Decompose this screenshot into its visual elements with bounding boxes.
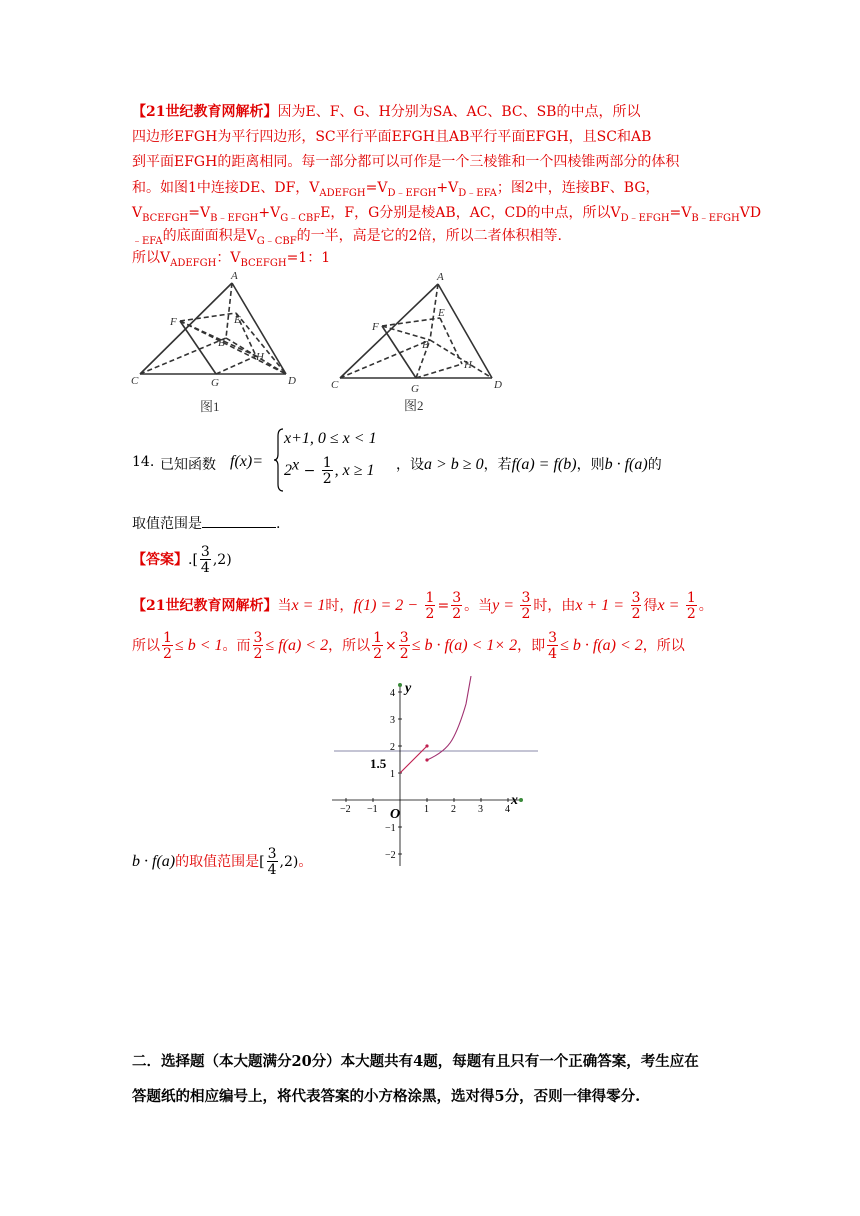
solution13-line2: 四边形EFGH为平行四边形，SC平行平面EFGH且AB平行平面EFGH，且SC和AB xyxy=(132,129,652,145)
solution13-line4: 和。如图1中连接DE、DF，$V_{ADEFGH}=V_{D﹣EFGH}+V_{D﹣EFA}$；图2中，连接BF、BG， xyxy=(132,180,660,199)
figure-1 xyxy=(140,283,286,374)
fig1-label-E: E xyxy=(234,314,241,326)
piecewise-case-1: x+1, 0 ≤ x < 1 xyxy=(284,430,377,447)
y-tick-neg2: −2 xyxy=(385,850,396,861)
x-tick-2: 2 xyxy=(451,804,456,815)
problem-14-line2: 取值范围是 . xyxy=(132,512,280,536)
fig1-label-H: H xyxy=(256,351,264,363)
solution14-line1: 【21世纪教育网解析】当x = 1时，f(1) = 2 − $\frac{1}{2}$ = $\frac{3}{2}$ 。当y = $\frac{3}{2}$ 时，由x + 1 = $\frac{3}{2}$ 得x = $\frac{1}{2}$ 。 xyxy=(132,590,713,622)
section2-line2: 答题纸的相应编号上，将代表答案的小方格涂黑，选对得5分，否则一律得零分. xyxy=(132,1088,641,1105)
solution13-line6: $_{﹣EFA}$的底面面积是$V_{G﹣CBF}$的一半，高是它的2倍，所以二者体积相等. xyxy=(132,228,563,247)
solution14-line3: b · f(a)的取值范围是[ $\frac{3}{4}$ ,2)。 xyxy=(132,846,313,878)
function-graph xyxy=(330,676,542,872)
fig2-caption: 图2 xyxy=(404,398,424,413)
x-tick-neg2: −2 xyxy=(340,804,351,815)
x-tick-4: 4 xyxy=(505,804,510,815)
solution14-line2: 所以 $\frac{1}{2}$ ≤ b < 1。而 $\frac{3}{2}$ ≤ f(a) < 2，所以 $\frac{1}{2}$ × $\frac{3}{2}$ ≤ b · f(a) < 1× 2，即 $\frac{3}{4}$ ≤ b · f(a) < 2，所以 xyxy=(132,630,685,662)
solution13-line1: 【21世纪教育网解析】因为E、F、G、H分别为SA、AC、BC、SB的中点，所以 xyxy=(132,104,641,120)
fig1-label-A: A xyxy=(231,270,238,282)
fig2-label-E: E xyxy=(438,307,445,319)
y-axis-label: y xyxy=(405,681,412,696)
answer-line: 【答案】.[ $\frac{3}{4}$ ,2) xyxy=(132,544,232,576)
piecewise-brace xyxy=(274,428,284,492)
fig1-label-D: D xyxy=(288,375,296,387)
problem-14: 14. 已知函数 f(x)= x+1, 0 ≤ x < 1 2$^x$ − $\frac{1}{2}$ , x ≥ 1 ，设a > b ≥ 0，若f(a) = f(b)，则b · f(a)的 xyxy=(132,426,752,496)
fig2-label-D: D xyxy=(494,379,502,391)
fig1-label-F: F xyxy=(170,316,177,328)
piecewise-case-2: 2$^x$ − $\frac{1}{2}$ , x ≥ 1 xyxy=(284,455,375,487)
fig2-label-H: H xyxy=(464,359,472,371)
solution13-line5: $V_{BCEFGH}=V_{B﹣EFGH}+V_{G﹣CBF}E$，F，G分别是棱AB，AC，CD的中点，所以$V_{D﹣EFGH}=V_{B﹣EFGH}VD$ xyxy=(132,205,762,224)
y-tick-2: 2 xyxy=(390,742,395,753)
fig2-label-G: G xyxy=(411,383,419,395)
y-tick-3: 3 xyxy=(390,715,395,726)
pyramid-figures xyxy=(128,268,508,416)
origin-label: O xyxy=(390,807,401,822)
y-tick-4: 4 xyxy=(390,688,395,699)
solution13-line3: 到平面EFGH的距离相同。每一部分都可以可作是一个三棱锥和一个四棱锥两部分的体积 xyxy=(132,154,680,170)
x-tick-1: 1 xyxy=(424,804,429,815)
fig2-label-A: A xyxy=(437,271,444,283)
x-tick-neg1: −1 xyxy=(367,804,378,815)
x-tick-3: 3 xyxy=(478,804,483,815)
exponential-curve xyxy=(427,676,471,760)
problem-number: 14. xyxy=(132,454,155,470)
y-tick-1: 1 xyxy=(390,769,395,780)
fig2-label-F: F xyxy=(372,321,379,333)
section2-line1: 二．选择题（本大题满分20分）本大题共有4题，每题有且只有一个正确答案，考生应在 xyxy=(132,1053,699,1070)
fig2-label-C: C xyxy=(331,379,339,391)
x-axis-label: x xyxy=(511,793,518,808)
fig1-label-G: G xyxy=(211,377,219,389)
answer-blank xyxy=(202,513,276,528)
fig1-caption: 图1 xyxy=(200,399,220,414)
y-tick-neg1: −1 xyxy=(385,823,396,834)
solution13-line7: 所以$V_{ADEFGH}$：$V_{BCEFGH}=1$：1 xyxy=(132,250,331,269)
fig1-label-B: B xyxy=(218,337,225,349)
fig2-label-B: B xyxy=(422,339,429,351)
linear-segment xyxy=(400,746,427,773)
y-axis-arrow xyxy=(398,683,402,687)
x-axis-arrow xyxy=(519,798,523,802)
annotation-1-5: 1.5 xyxy=(370,756,387,771)
fig1-label-C: C xyxy=(131,375,139,387)
